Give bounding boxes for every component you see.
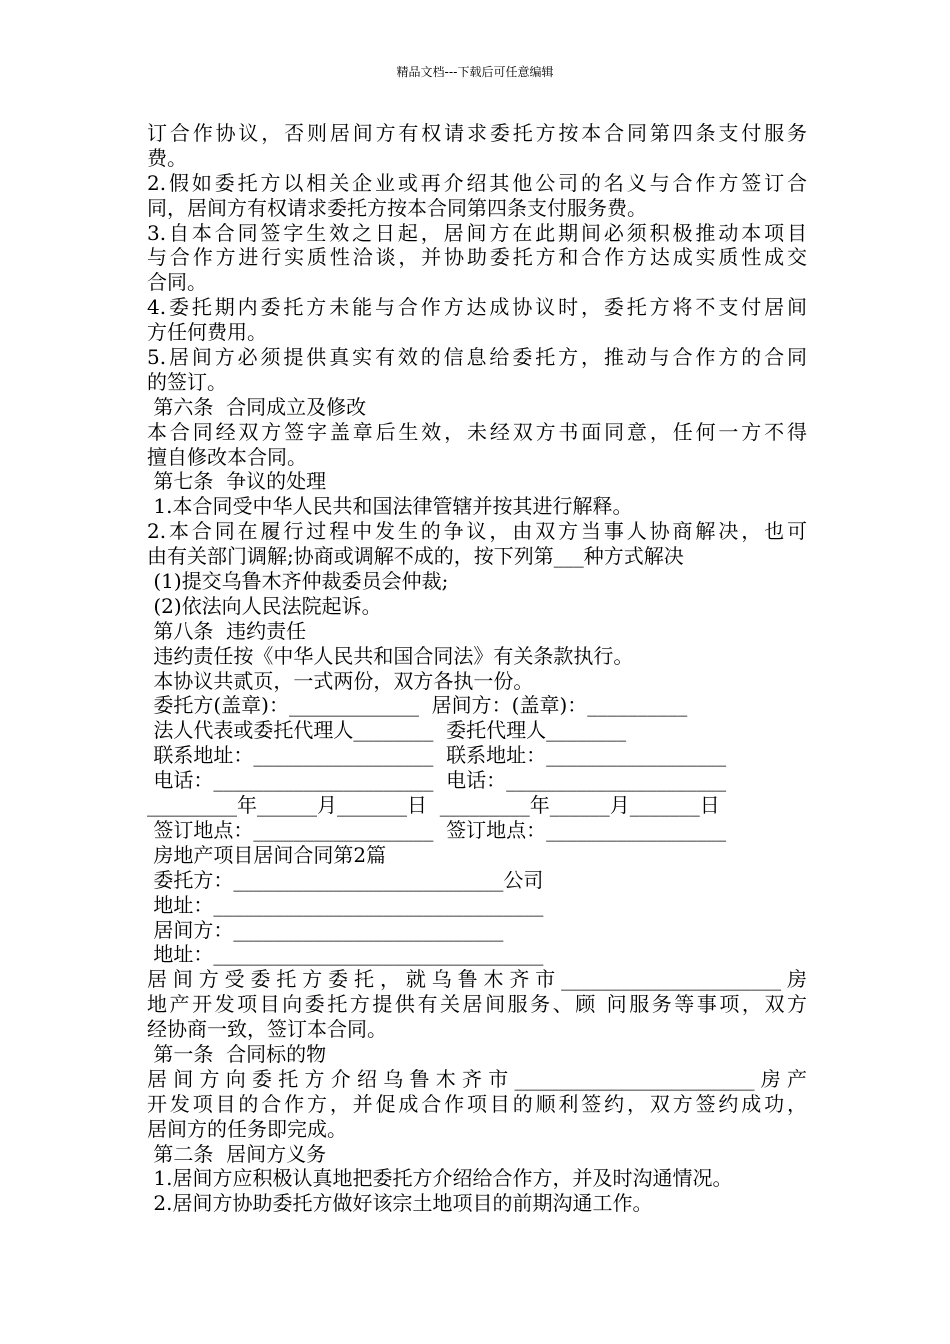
text-line: 合同。 xyxy=(147,270,207,295)
text-line: 订合作协议，否则居间方有权请求委托方按本合同第四条支付服务 xyxy=(147,121,807,145)
text-line: 经协商一致，签订本合同。 xyxy=(147,1017,387,1042)
text-line: 地址：_________________________________ xyxy=(147,942,544,967)
text-line: 开发项目的合作方，并促成合作项目的顺利签约，双方签约成功， xyxy=(147,1091,807,1116)
text-line: 第六条 合同成立及修改 xyxy=(147,394,367,419)
text-line: 本合同经双方签字盖章后生效，未经双方书面同意，任何一方不得 xyxy=(147,419,807,444)
page-header: 精品文档---下载后可任意编辑 xyxy=(396,65,554,79)
text-line: 擅自修改本合同。 xyxy=(147,444,307,469)
text-line: 由有关部门调解;协商或调解不成的，按下列第___种方式解决 xyxy=(147,544,684,569)
text-line: 第七条 争议的处理 xyxy=(147,469,327,494)
text-line: 第二条 居间方义务 xyxy=(147,1141,327,1166)
text-line: 地产开发项目向委托方提供有关居间服务、顾 问服务等事项，双方 xyxy=(147,992,807,1017)
text-line: 5.居间方必须提供真实有效的信息给委托方，推动与合作方的合同 xyxy=(147,345,807,370)
text-line: 法人代表或委托代理人________ 委托代理人________ xyxy=(147,718,627,743)
text-line: 居间方受委托方委托，就乌鲁木齐市______________________房 xyxy=(147,967,807,992)
text-line: 委托方：___________________________公司 xyxy=(147,867,544,892)
text-line: 联系地址：__________________ 联系地址：__________________ xyxy=(147,743,727,768)
text-line: 与合作方进行实质性洽谈，并协助委托方和合作方达成实质性成交 xyxy=(147,245,807,270)
text-line: 地址：_________________________________ xyxy=(147,892,544,917)
text-line: 居间方向委托方介绍乌鲁木齐市________________________房产 xyxy=(147,1066,807,1091)
text-line: 1.居间方应积极认真地把委托方介绍给合作方，并及时沟通情况。 xyxy=(147,1166,733,1191)
text-line: 2.假如委托方以相关企业或再介绍其他公司的名义与合作方签订合 xyxy=(147,170,807,195)
text-line: 居间方的任务即完成。 xyxy=(147,1116,347,1141)
text-line: 第八条 违约责任 xyxy=(147,618,307,643)
text-line: 电话：______________________ 电话：______________________ xyxy=(147,768,727,793)
text-line: _________年______月_______日 _________年______月_______日 xyxy=(147,793,720,818)
document-body xyxy=(147,121,807,1216)
text-line: 3.自本合同签字生效之日起，居间方在此期间必须积极推动本项目 xyxy=(147,220,807,245)
text-line: (2)依法向人民法院起诉。 xyxy=(147,593,382,618)
text-line: 费。 xyxy=(147,145,187,170)
text-line: 同，居间方有权请求委托方按本合同第四条支付服务费。 xyxy=(147,195,647,220)
text-line: 签订地点：__________________ 签订地点：__________________ xyxy=(147,817,727,842)
text-line: 委托方(盖章)：_____________ 居间方：(盖章)：__________ xyxy=(147,693,688,718)
text-line: 4.委托期内委托方未能与合作方达成协议时，委托方将不支付居间 xyxy=(147,295,807,320)
text-line: 的签订。 xyxy=(147,369,227,394)
text-line: 居间方：___________________________ xyxy=(147,917,504,942)
text-line: 2.本合同在履行过程中发生的争议，由双方当事人协商解决，也可 xyxy=(147,519,807,544)
text-line: 第一条 合同标的物 xyxy=(147,1041,327,1066)
text-line: 违约责任按《中华人民共和国合同法》有关条款执行。 xyxy=(147,643,634,668)
text-line: 2.居间方协助委托方做好该宗土地项目的前期沟通工作。 xyxy=(147,1191,653,1216)
text-line: 方任何费用。 xyxy=(147,320,267,345)
text-line: (1)提交乌鲁木齐仲裁委员会仲裁; xyxy=(147,569,449,594)
text-line: 房地产项目居间合同第2篇 xyxy=(147,842,387,867)
text-line: 本协议共贰页，一式两份，双方各执一份。 xyxy=(147,668,534,693)
text-line: 1.本合同受中华人民共和国法律管辖并按其进行解释。 xyxy=(147,494,633,519)
